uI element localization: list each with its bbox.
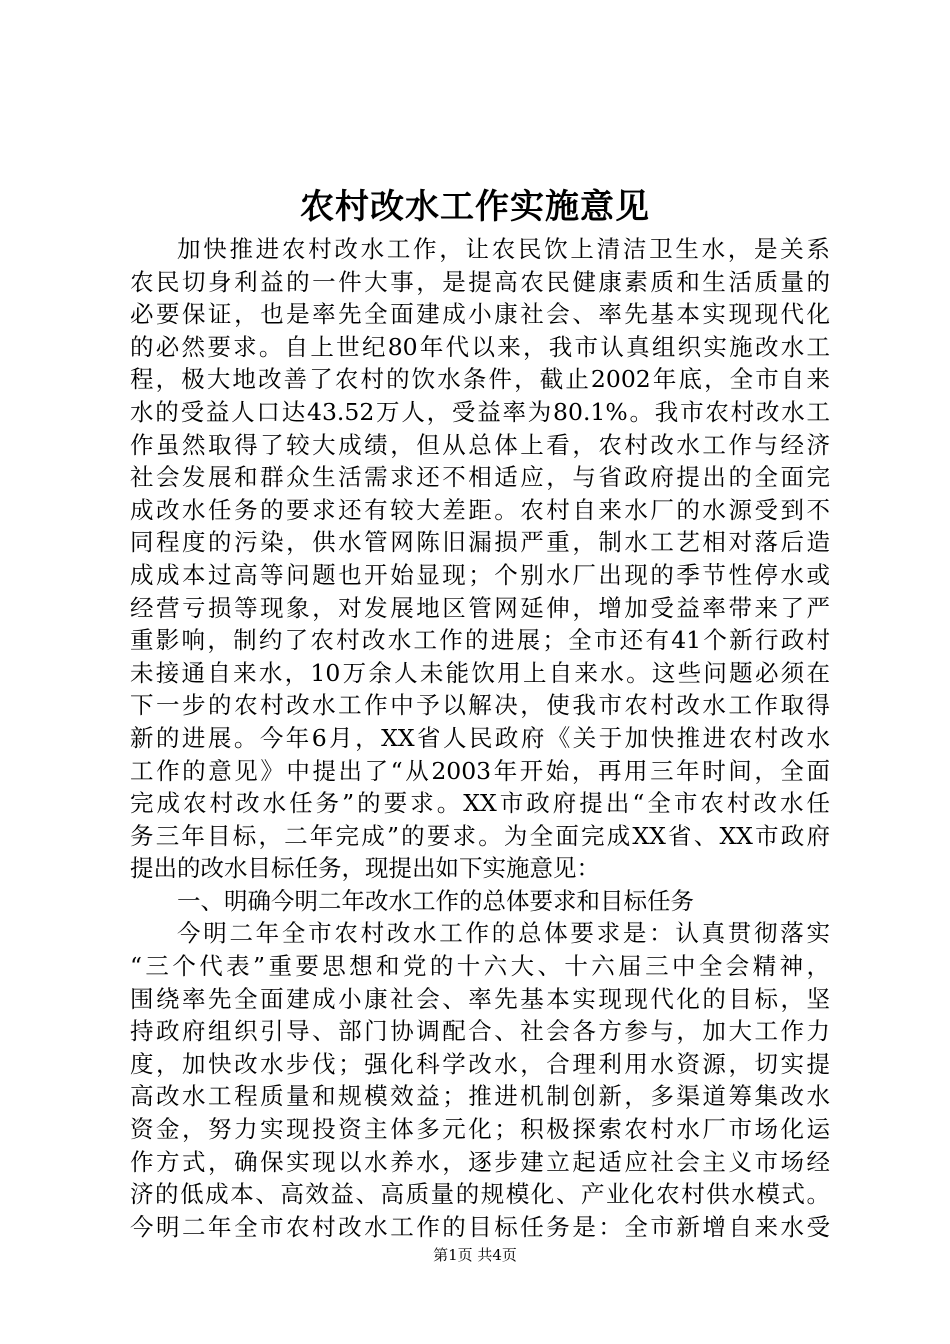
paragraph-line: 成成本过高等问题也开始显现；个别水厂出现的季节性停水或 [130, 560, 830, 589]
paragraph-line: 水的受益人口达43.52万人，受益率为80.1%。我市农村改水工 [130, 397, 830, 426]
paragraph-line: 农民切身利益的一件大事，是提高农民健康素质和生活质量的 [130, 267, 830, 296]
paragraph-line: 加快推进农村改水工作，让农民饮上清洁卫生水，是关系 [177, 235, 830, 263]
paragraph-line: 未接通自来水，10万余人未能饮用上自来水。这些问题必须在 [130, 658, 830, 687]
document-title: 农村改水工作实施意见 [300, 187, 650, 227]
paragraph-line: 下一步的农村改水工作中予以解决，使我市农村改水工作取得 [130, 691, 830, 720]
paragraph-line: 济的低成本、高效益、高质量的规模化、产业化农村供水模式。 [130, 1180, 830, 1209]
paragraph-line: 今明二年全市农村改水工作的总体要求是：认真贯彻落实 [177, 919, 830, 948]
paragraph-line: 度，加快改水步伐；强化科学改水，合理利用水资源，切实提 [130, 1049, 830, 1078]
paragraph-line: 围绕率先全面建成小康社会、率先基本实现现代化的目标，坚 [130, 984, 830, 1013]
paragraph-line: 程，极大地改善了农村的饮水条件，截止2002年底，全市自来 [130, 365, 830, 394]
paragraph-line: 务三年目标，二年完成”的要求。为全面完成XX省、XX市政府 [130, 821, 830, 850]
paragraph-line: 完成农村改水任务”的要求。XX市政府提出“全市农村改水任 [130, 789, 830, 818]
paragraph-line: 重影响，制约了农村改水工作的进展；全市还有41个新行政村 [130, 626, 830, 655]
paragraph-line: 高改水工程质量和规模效益；推进机制创新，多渠道筹集改水 [130, 1082, 830, 1111]
paragraph-line: 成改水任务的要求还有较大差距。农村自来水厂的水源受到不 [130, 495, 830, 524]
paragraph-line: 必要保证，也是率先全面建成小康社会、率先基本实现现代化 [130, 300, 830, 329]
paragraph-line: 提出的改水目标任务，现提出如下实施意见： [130, 854, 600, 883]
paragraph-line: 社会发展和群众生活需求还不相适应，与省政府提出的全面完 [130, 463, 830, 492]
page-number-footer: 第1页 共4页 [433, 1246, 517, 1264]
paragraph-line: 作方式，确保实现以水养水，逐步建立起适应社会主义市场经 [130, 1147, 830, 1176]
paragraph-line: 工作的意见》中提出了“从2003年开始，再用三年时间，全面 [130, 756, 830, 785]
paragraph-line: 今明二年全市农村改水工作的目标任务是：全市新增自来水受 [130, 1212, 830, 1241]
paragraph-line: 同程度的污染，供水管网陈旧漏损严重，制水工艺相对落后造 [130, 528, 830, 557]
document-body [130, 233, 830, 1243]
paragraph-line: 的必然要求。自上世纪80年代以来，我市认真组织实施改水工 [130, 332, 830, 361]
section-heading: 一、明确今明二年改水工作的总体要求和目标任务 [177, 886, 694, 915]
paragraph-line: 新的进展。今年6月，XX省人民政府《关于加快推进农村改水 [130, 723, 830, 752]
paragraph-line: 资金，努力实现投资主体多元化；积极探索农村水厂市场化运 [130, 1115, 830, 1144]
paragraph-line: 经营亏损等现象，对发展地区管网延伸，增加受益率带来了严 [130, 593, 830, 622]
paragraph-line: 持政府组织引导、部门协调配合、社会各方参与，加大工作力 [130, 1017, 830, 1046]
paragraph-line: “三个代表”重要思想和党的十六大、十六届三中全会精神， [130, 952, 830, 981]
paragraph-line: 作虽然取得了较大成绩，但从总体上看，农村改水工作与经济 [130, 430, 830, 459]
